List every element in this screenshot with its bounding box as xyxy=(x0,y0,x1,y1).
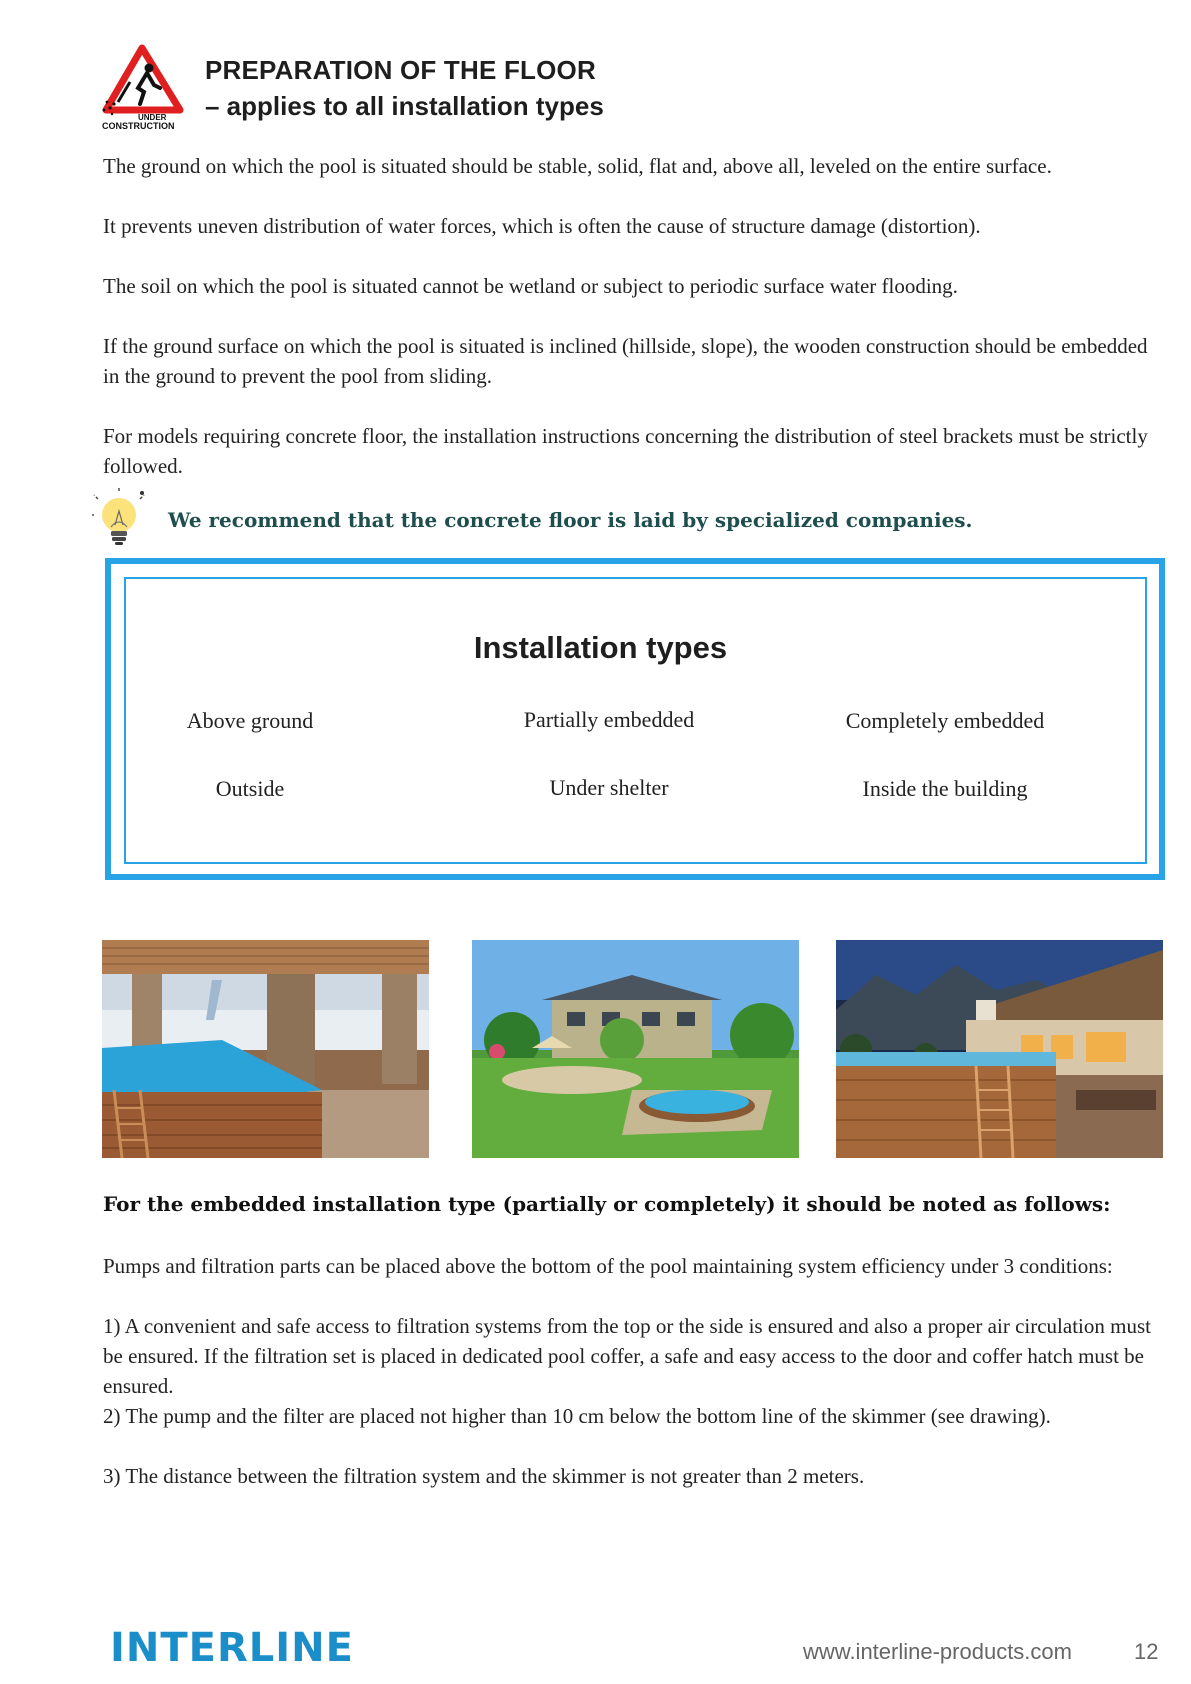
icon-label-construction: CONSTRUCTION xyxy=(102,121,175,130)
embedded-section-heading: For the embedded installation type (partially or completely) it should be noted as follows: xyxy=(103,1192,1111,1216)
type-outside: Outside xyxy=(215,776,285,801)
interline-logo: INTERLINE xyxy=(110,1625,354,1671)
type-partially-embedded: Partially embedded xyxy=(523,707,695,732)
pool-garden-photo xyxy=(472,940,799,1158)
paragraph-ground: The ground on which the pool is situated should be stable, solid, flat and, above all, leveled on the entire surface. xyxy=(103,154,1052,178)
pool-under-shelter-photo xyxy=(102,940,429,1158)
type-under-shelter: Under shelter xyxy=(549,775,669,800)
page-heading xyxy=(205,52,604,124)
condition-1: 1) A convenient and safe access to filtration systems from the top or the side is ensured and also a proper air circulation must be ensured. If the filtration set is placed in dedicated pool coffer, a safe and easy access to the door and coffer hatch must be ensured. xyxy=(103,1314,1151,1398)
type-inside-building: Inside the building xyxy=(862,776,1028,801)
page-number: 12 xyxy=(1134,1639,1159,1664)
footer-url[interactable]: www.interline-products.com xyxy=(803,1639,1072,1664)
type-above-ground: Above ground xyxy=(186,708,314,733)
paragraph-slope: If the ground surface on which the pool is situated is inclined (hillside, slope), the wooden construction should be embedded in the ground to prevent the pool from sliding. xyxy=(103,334,1148,388)
condition-2: 2) The pump and the filter are placed not higher than 10 cm below the bottom line of the skimmer (see drawing). xyxy=(103,1404,1051,1428)
condition-3: 3) The distance between the filtration system and the skimmer is not greater than 2 meters. xyxy=(103,1464,865,1488)
embedded-intro: Pumps and filtration parts can be placed above the bottom of the pool maintaining system efficiency under 3 conditions: xyxy=(103,1254,1113,1278)
type-completely-embedded: Completely embedded xyxy=(845,708,1045,733)
installation-types-title: Installation types xyxy=(473,630,728,665)
tip-text: We recommend that the concrete floor is laid by specialized companies. xyxy=(168,508,973,532)
under-construction-icon xyxy=(100,44,195,130)
pool-terrace-night-photo xyxy=(836,940,1163,1158)
icon-label-under: UNDER xyxy=(138,113,167,122)
paragraph-forces: It prevents uneven distribution of water forces, which is often the cause of structure damage (distortion). xyxy=(103,214,981,238)
paragraph-concrete: For models requiring concrete floor, the installation instructions concerning the distribution of steel brackets must be strictly followed. xyxy=(103,424,1148,478)
lightbulb-icon xyxy=(92,487,146,549)
page-subtitle: – applies to all installation types xyxy=(205,91,604,121)
paragraph-soil: The soil on which the pool is situated cannot be wetland or subject to periodic surface water flooding. xyxy=(103,274,958,298)
page-title: PREPARATION OF THE FLOOR xyxy=(205,55,596,85)
